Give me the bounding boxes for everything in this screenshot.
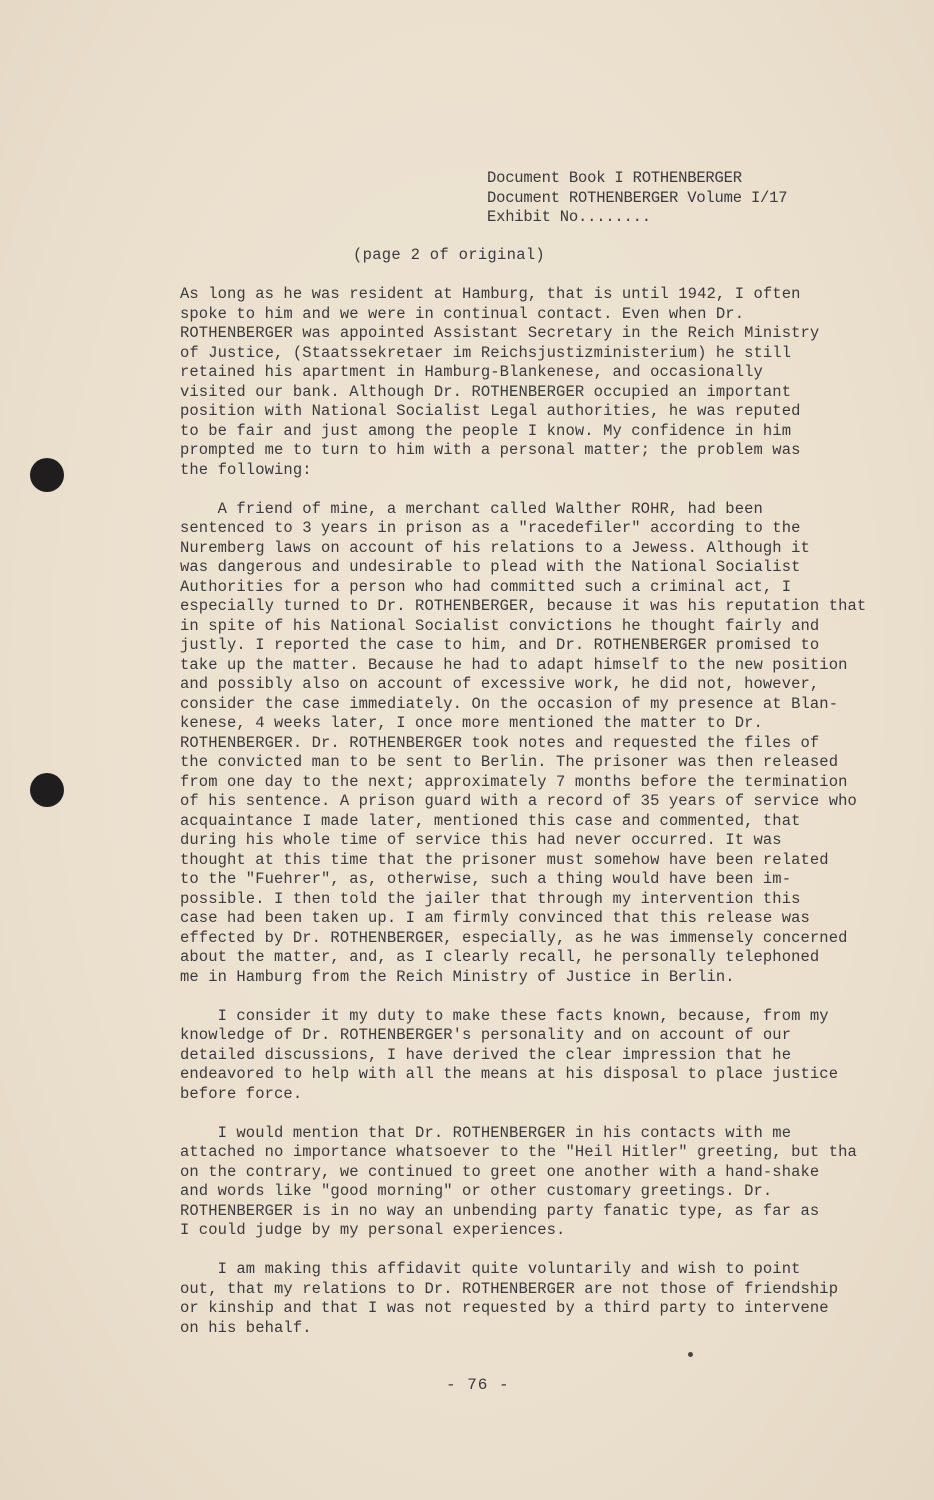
text-line: take up the matter. Because he had to adapt himself to the new position [180,655,848,674]
exhibit-number-line: Exhibit No........ [487,208,651,226]
text-line: of his sentence. A prison guard with a record of 35 years of service who [180,792,857,810]
text-line: As long as he was resident at Hamburg, that is until 1942, I often [180,285,801,303]
affidavit-body [180,285,890,1358]
text-line: I am making this affidavit quite voluntarily and wish to point [180,1260,801,1278]
document-book-line: Document Book I ROTHENBERGER [487,169,742,187]
text-line: possible. I then told the jailer that through my intervention this [180,889,801,908]
text-line: position with National Socialist Legal authorities, he was reputed [180,402,801,420]
text-line: retained his apartment in Hamburg-Blankenese, and occasionally [180,363,763,381]
paragraph-1 [180,285,890,480]
text-line: thought at this time that the prisoner must somehow have been related [180,850,829,869]
text-line: in spite of his National Socialist convictions he thought fairly and [180,616,820,635]
punch-hole-bottom [30,773,64,807]
text-line: Authorities for a person who had committed such a criminal act, I [180,577,792,596]
paragraph-2 [180,500,890,988]
text-line: I could judge by my personal experiences. [180,1221,566,1239]
text-line: I would mention that Dr. ROTHENBERGER in his contacts with me [180,1123,792,1142]
text-line: consider the case immediately. On the occasion of my presence at Blan- [180,694,839,713]
text-line: A friend of mine, a merchant called Walther ROHR, had been [180,499,763,518]
text-line: detailed discussions, I have derived the clear impression that he [180,1045,792,1064]
text-line: on the contrary, we continued to greet one another with a hand-shake [180,1162,820,1181]
text-line: or kinship and that I was not requested by a third party to intervene [180,1299,829,1317]
text-line: about the matter, and, as I clearly recall, he personally telephoned [180,948,820,966]
text-line: endeavored to help with all the means at his disposal to place justice [180,1065,839,1083]
text-line: prompted me to turn to him with a personal matter; the problem was [180,441,801,459]
punch-hole-top [30,458,64,492]
text-line: and possibly also on account of excessive work, he did not, however, [180,675,820,693]
text-line: from one day to the next; approximately 7 months before the termination [180,772,848,791]
original-page-note: (page 2 of original) [353,246,546,264]
document-header [487,169,787,228]
text-line: acquaintance I made later, mentioned this case and commented, that [180,811,801,830]
document-volume-line: Document ROTHENBERGER Volume I/17 [487,188,788,207]
paragraph-3 [180,1007,890,1105]
text-line: the convicted man to be sent to Berlin. The prisoner was then released [180,753,839,771]
text-line: ROTHENBERGER. Dr. ROTHENBERGER took notes and requested the files of [180,733,820,752]
text-line: the following: [180,460,312,479]
text-line: attached no importance whatsoever to the "Heil Hitler" greeting, but tha [180,1143,857,1161]
text-line: effected by Dr. ROTHENBERGER, especially, as he was immensely concerned [180,928,848,947]
text-line: justly. I reported the case to him, and Dr. ROTHENBERGER promised to [180,636,820,654]
text-line: especially turned to Dr. ROTHENBERGER, because it was his reputation that [180,597,867,615]
text-line: before force. [180,1084,303,1103]
paragraph-5 [180,1260,890,1338]
text-line: to be fair and just among the people I know. My confidence in him [180,421,792,440]
text-line: spoke to him and we were in continual contact. Even when Dr. [180,304,745,323]
text-line: ROTHENBERGER was appointed Assistant Secretary in the Reich Ministry [180,324,820,342]
text-line: Nuremberg laws on account of his relations to a Jewess. Although it [180,538,810,557]
text-line: was dangerous and undesirable to plead with the National Socialist [180,558,801,576]
text-line: me in Hamburg from the Reich Ministry of Justice in Berlin. [180,967,735,986]
text-line: ROTHENBERGER is in no way an unbending party fanatic type, as far as [180,1201,820,1220]
text-line: and words like "good morning" or other customary greetings. Dr. [180,1182,773,1200]
text-line: out, that my relations to Dr. ROTHENBERGER are not those of friendship [180,1279,839,1298]
text-line: sentenced to 3 years in prison as a "racedefiler" according to the [180,519,801,537]
text-line: of Justice, (Staatssekretaer im Reichsjustizministerium) he still [180,343,792,362]
paragraph-4 [180,1124,890,1241]
ink-speck [688,1352,693,1357]
text-line: knowledge of Dr. ROTHENBERGER's personality and on account of our [180,1026,792,1044]
text-line: on his behalf. [180,1318,312,1337]
text-line: kenese, 4 weeks later, I once more mentioned the matter to Dr. [180,714,763,732]
text-line: case had been taken up. I am firmly convinced that this release was [180,909,810,927]
text-line: during his whole time of service this had never occurred. It was [180,831,782,849]
text-line: visited our bank. Although Dr. ROTHENBERGER occupied an important [180,382,792,401]
page-number: - 76 - [446,1376,510,1394]
text-line: to the "Fuehrer", as, otherwise, such a thing would have been im- [180,870,792,888]
text-line: I consider it my duty to make these facts known, because, from my [180,1006,829,1025]
